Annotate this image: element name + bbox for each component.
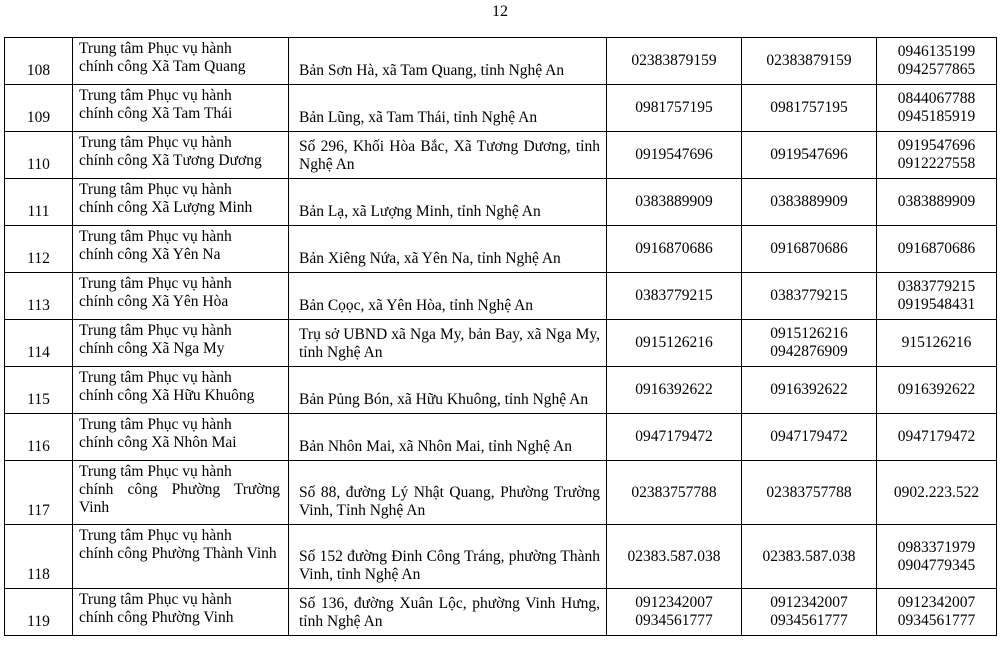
phone-1-cell: 0383889909 <box>607 179 742 226</box>
phone-1-cell: 02383.587.038 <box>607 525 742 589</box>
address-cell: Bản Lạ, xã Lượng Minh, tỉnh Nghệ An <box>289 179 607 226</box>
table-row <box>5 461 997 525</box>
center-name-line2: chính công Phường Thành Vinh <box>79 545 277 562</box>
center-name-line2: chính công Xã Tam Thái <box>79 105 233 122</box>
phone-1-cell: 02383757788 <box>607 461 742 525</box>
address-cell: Bản Pủng Bón, xã Hữu Khuông, tỉnh Nghệ An <box>289 367 607 414</box>
table-body <box>5 38 997 636</box>
phone-2-cell: 0383889909 <box>742 179 877 226</box>
center-name-cell <box>73 525 289 589</box>
phone-2-cell: 02383879159 <box>742 38 877 85</box>
page-number: 12 <box>492 3 508 20</box>
address-cell: Số 136, đường Xuân Lộc, phường Vinh Hưng, tỉnh Nghệ An <box>289 589 607 636</box>
center-name-line1: Trung tâm Phục vụ hành <box>79 40 232 57</box>
center-name-cell <box>73 85 289 132</box>
table-row <box>5 132 997 179</box>
table-row <box>5 414 997 461</box>
phone-2-cell: 0383779215 <box>742 273 877 320</box>
center-name-cell <box>73 461 289 525</box>
table-row <box>5 589 997 636</box>
center-name-line1: Trung tâm Phục vụ hành <box>79 369 232 386</box>
center-name-line2: chính công Xã Lượng Minh <box>79 199 253 216</box>
center-name-cell <box>73 273 289 320</box>
table-row <box>5 85 997 132</box>
center-name-line2: chính công Xã Nhôn Mai <box>79 434 237 451</box>
phone-1-cell: 0916392622 <box>607 367 742 414</box>
center-name-line2: chính công Xã Hữu Khuông <box>79 387 255 404</box>
row-number: 118 <box>5 525 73 589</box>
address-cell: Bản Xiêng Nứa, xã Yên Na, tỉnh Nghệ An <box>289 226 607 273</box>
center-name-line2: chính công Xã Tam Quang <box>79 58 246 75</box>
address-cell: Bản Cọọc, xã Yên Hòa, tỉnh Nghệ An <box>289 273 607 320</box>
center-name-cell <box>73 132 289 179</box>
phone-3-cell: 0916870686 <box>877 226 997 273</box>
table-row <box>5 273 997 320</box>
center-name-line1: Trung tâm Phục vụ hành <box>79 463 232 480</box>
address-cell: Bản Nhôn Mai, xã Nhôn Mai, tỉnh Nghệ An <box>289 414 607 461</box>
phone-1-cell: 0383779215 <box>607 273 742 320</box>
phone-1-cell: 0916870686 <box>607 226 742 273</box>
phone-1-cell: 0912342007 0934561777 <box>607 589 742 636</box>
row-number: 114 <box>5 320 73 367</box>
center-name-line2: chính công Xã Tương Dương <box>79 152 262 169</box>
phone-3-cell: 0912342007 0934561777 <box>877 589 997 636</box>
phone-1-cell: 0981757195 <box>607 85 742 132</box>
phone-3-cell: 0383779215 0919548431 <box>877 273 997 320</box>
phone-2-cell: 0916392622 <box>742 367 877 414</box>
row-number: 115 <box>5 367 73 414</box>
row-number: 116 <box>5 414 73 461</box>
phone-1-cell: 0919547696 <box>607 132 742 179</box>
row-number: 109 <box>5 85 73 132</box>
row-number: 110 <box>5 132 73 179</box>
row-number: 117 <box>5 461 73 525</box>
center-name-cell <box>73 38 289 85</box>
phone-3-cell: 0902.223.522 <box>877 461 997 525</box>
center-name-line1: Trung tâm Phục vụ hành <box>79 322 232 339</box>
phone-1-cell: 0947179472 <box>607 414 742 461</box>
center-name-line1: Trung tâm Phục vụ hành <box>79 87 232 104</box>
address-cell: Trụ sở UBND xã Nga My, bản Bay, xã Nga My, tỉnh Nghệ An <box>289 320 607 367</box>
center-name-cell <box>73 179 289 226</box>
phone-3-cell: 0916392622 <box>877 367 997 414</box>
row-number: 113 <box>5 273 73 320</box>
center-name-line2: chính công Xã Nga My <box>79 340 225 357</box>
row-number: 112 <box>5 226 73 273</box>
phone-3-cell: 0383889909 <box>877 179 997 226</box>
center-name-line2: chính công Xã Yên Na <box>79 246 221 263</box>
center-name-cell <box>73 414 289 461</box>
table-row <box>5 525 997 589</box>
phone-2-cell: 0912342007 0934561777 <box>742 589 877 636</box>
table-row <box>5 38 997 85</box>
center-name-line1: Trung tâm Phục vụ hành <box>79 591 232 608</box>
phone-3-cell: 0919547696 0912227558 <box>877 132 997 179</box>
phone-3-cell: 0947179472 <box>877 414 997 461</box>
center-name-line1: Trung tâm Phục vụ hành <box>79 275 232 292</box>
row-number: 119 <box>5 589 73 636</box>
center-name-line2: chính công Xã Yên Hòa <box>79 293 229 310</box>
row-number: 111 <box>5 179 73 226</box>
table-row <box>5 367 997 414</box>
center-name-cell <box>73 320 289 367</box>
address-cell: Bản Sơn Hà, xã Tam Quang, tỉnh Nghệ An <box>289 38 607 85</box>
table-row <box>5 320 997 367</box>
center-name-line1: Trung tâm Phục vụ hành <box>79 228 232 245</box>
center-name-line1: Trung tâm Phục vụ hành <box>79 416 232 433</box>
address-cell: Số 152 đường Đinh Công Tráng, phường Thành Vinh, tỉnh Nghệ An <box>289 525 607 589</box>
table-row <box>5 179 997 226</box>
center-name-line2: chính công Phường Trường Vinh <box>79 481 280 516</box>
table-row <box>5 226 997 273</box>
phone-2-cell: 0947179472 <box>742 414 877 461</box>
center-name-line1: Trung tâm Phục vụ hành <box>79 527 232 544</box>
phone-1-cell: 0915126216 <box>607 320 742 367</box>
address-cell: Bản Lũng, xã Tam Thái, tỉnh Nghệ An <box>289 85 607 132</box>
phone-2-cell: 0981757195 <box>742 85 877 132</box>
address-cell: Số 296, Khối Hòa Bắc, Xã Tương Dương, tỉnh Nghệ An <box>289 132 607 179</box>
center-name-line1: Trung tâm Phục vụ hành <box>79 134 232 151</box>
center-name-cell <box>73 367 289 414</box>
center-name-cell <box>73 589 289 636</box>
service-center-table <box>4 37 997 636</box>
phone-1-cell: 02383879159 <box>607 38 742 85</box>
phone-2-cell: 02383.587.038 <box>742 525 877 589</box>
row-number: 108 <box>5 38 73 85</box>
center-name-line1: Trung tâm Phục vụ hành <box>79 181 232 198</box>
phone-2-cell: 02383757788 <box>742 461 877 525</box>
center-name-line2: chính công Phường Vinh <box>79 609 234 626</box>
phone-3-cell: 0983371979 0904779345 <box>877 525 997 589</box>
phone-3-cell: 0844067788 0945185919 <box>877 85 997 132</box>
phone-3-cell: 0946135199 0942577865 <box>877 38 997 85</box>
phone-3-cell: 915126216 <box>877 320 997 367</box>
phone-2-cell: 0916870686 <box>742 226 877 273</box>
phone-2-cell: 0919547696 <box>742 132 877 179</box>
address-cell: Số 88, đường Lý Nhật Quang, Phường Trường Vinh, Tỉnh Nghệ An <box>289 461 607 525</box>
phone-2-cell: 0915126216 0942876909 <box>742 320 877 367</box>
center-name-cell <box>73 226 289 273</box>
